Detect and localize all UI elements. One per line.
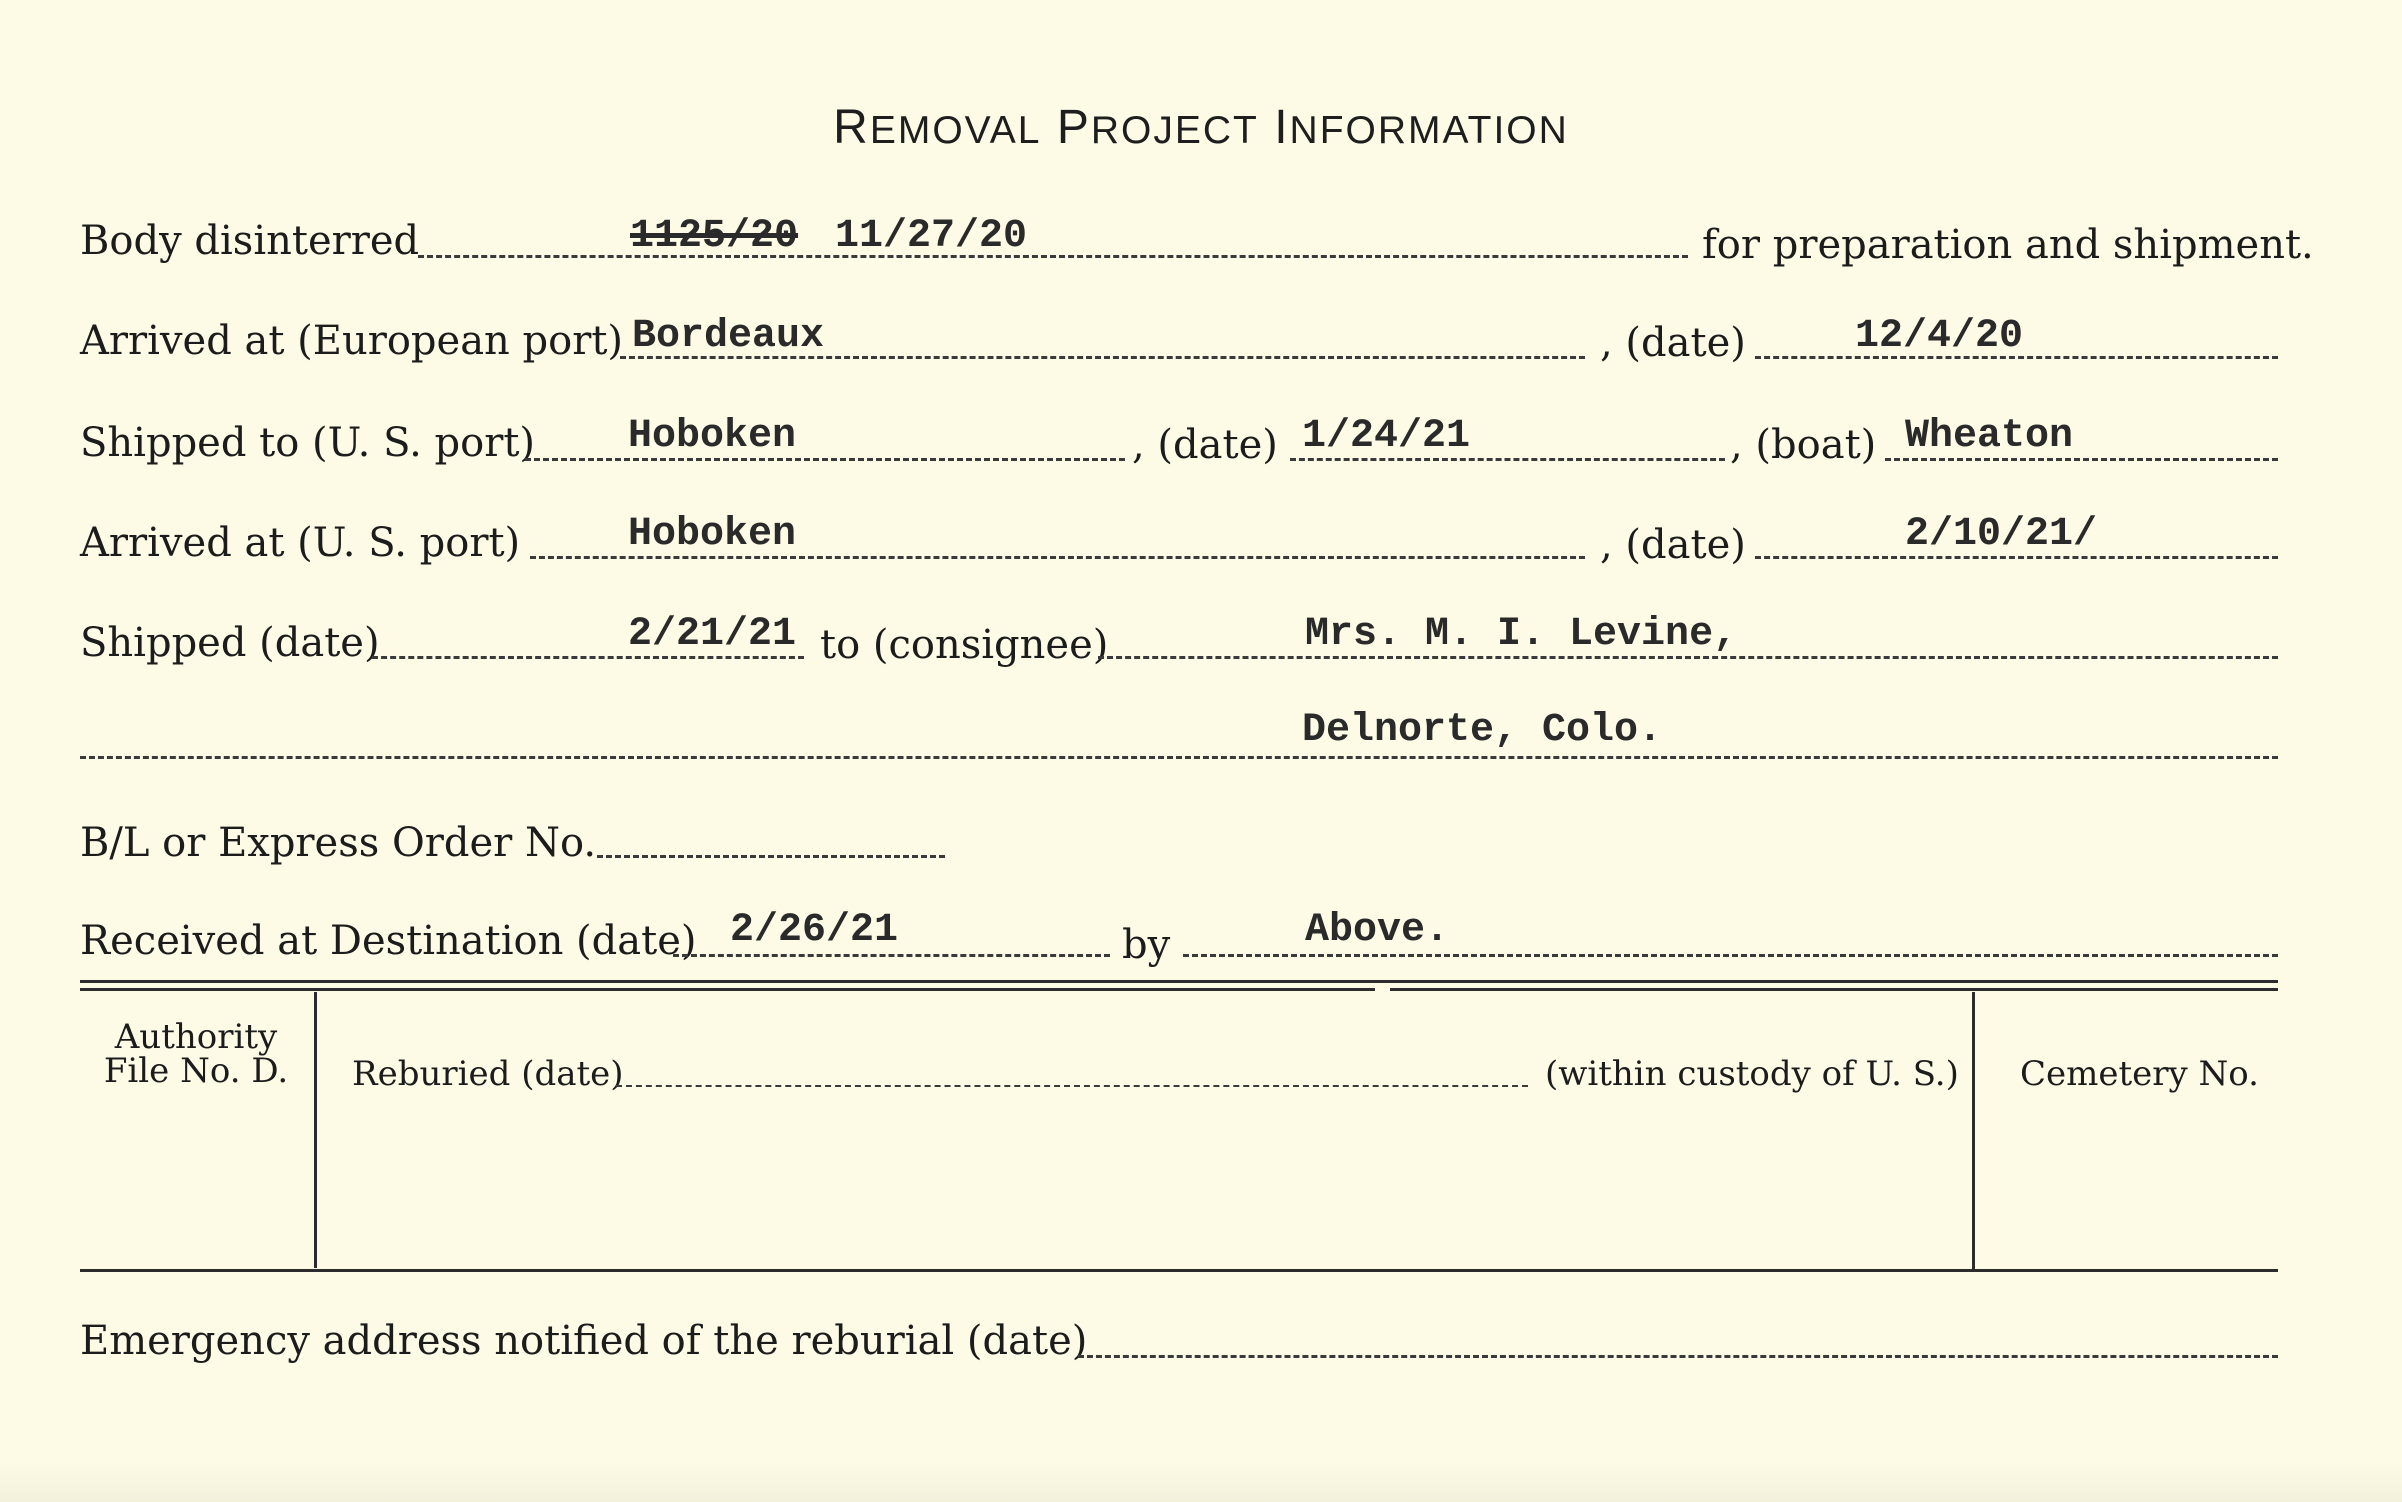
arrived-us-date-value: 2/10/21/ (1905, 512, 2098, 557)
body-disinterred-label: Body disinterred (80, 218, 420, 264)
arrived-european-date-label: , (date) (1600, 320, 1746, 366)
body-disinterred-struck-value: 1125/20 (630, 214, 799, 259)
bl-order-line (597, 855, 945, 858)
authority-file-label (96, 1017, 296, 1091)
shipped-us-boat-value: Wheaton (1905, 414, 2074, 459)
bl-order-label: B/L or Express Order No. (80, 820, 597, 866)
consignee-label: to (consignee) (820, 622, 1109, 668)
form-title: REMOVAL PROJECT INFORMATION (833, 101, 1569, 154)
shipped-us-line (525, 458, 1125, 461)
received-by-value: Above. (1305, 908, 1450, 953)
authority-label-line1: Authority (114, 1017, 278, 1057)
arrived-us-value: Hoboken (628, 512, 797, 557)
received-by-line (1183, 954, 2278, 957)
shipped-us-boat-label: , (boat) (1730, 422, 1877, 468)
received-date-line (673, 954, 1110, 957)
authority-label-line2: File No. D. (103, 1051, 289, 1091)
arrived-european-label: Arrived at (European port) (80, 318, 624, 364)
body-disinterred-suffix: for preparation and shipment. (1702, 222, 2314, 268)
box-divider-left (314, 992, 317, 1268)
reburied-suffix: (within custody of U. S.) (1545, 1054, 1959, 1094)
double-rule-bottom-left (80, 988, 1375, 991)
box-divider-right (1972, 992, 1975, 1270)
shipped-us-value: Hoboken (628, 414, 797, 459)
arrived-us-date-label: , (date) (1600, 522, 1746, 568)
emergency-line (1078, 1355, 2278, 1358)
consignee-value-line2: Delnorte, Colo. (1302, 708, 1663, 753)
box-bottom-rule (80, 1269, 2278, 1272)
reburied-label: Reburied (date) (352, 1054, 624, 1094)
reburied-line (616, 1085, 1528, 1087)
received-date-value: 2/26/21 (730, 908, 899, 953)
shipped-date-value: 2/21/21 (628, 612, 797, 657)
shipped-date-label: Shipped (date) (80, 620, 380, 666)
arrived-european-date-value: 12/4/20 (1855, 314, 2024, 359)
shipped-us-label: Shipped to (U. S. port) (80, 420, 535, 466)
double-rule-top (80, 980, 2278, 983)
arrived-us-label: Arrived at (U. S. port) (80, 520, 521, 566)
received-by-label: by (1122, 922, 1171, 968)
received-label: Received at Destination (date) (80, 918, 697, 964)
shipped-us-date-label: , (date) (1132, 422, 1278, 468)
consignee-value-line1: Mrs. M. I. Levine, (1305, 612, 1738, 657)
arrived-european-value: Bordeaux (632, 314, 825, 359)
body-disinterred-value: 11/27/20 (835, 214, 1028, 259)
double-rule-bottom-right (1390, 988, 2278, 991)
cemetery-label: Cemetery No. (2020, 1054, 2259, 1094)
emergency-label: Emergency address notified of the reburial (date) (80, 1318, 1088, 1364)
consignee-line-2 (80, 756, 2278, 759)
body-disinterred-line (418, 255, 1688, 258)
card-edge-shadow (0, 1462, 2402, 1502)
shipped-us-date-value: 1/24/21 (1302, 414, 1471, 459)
